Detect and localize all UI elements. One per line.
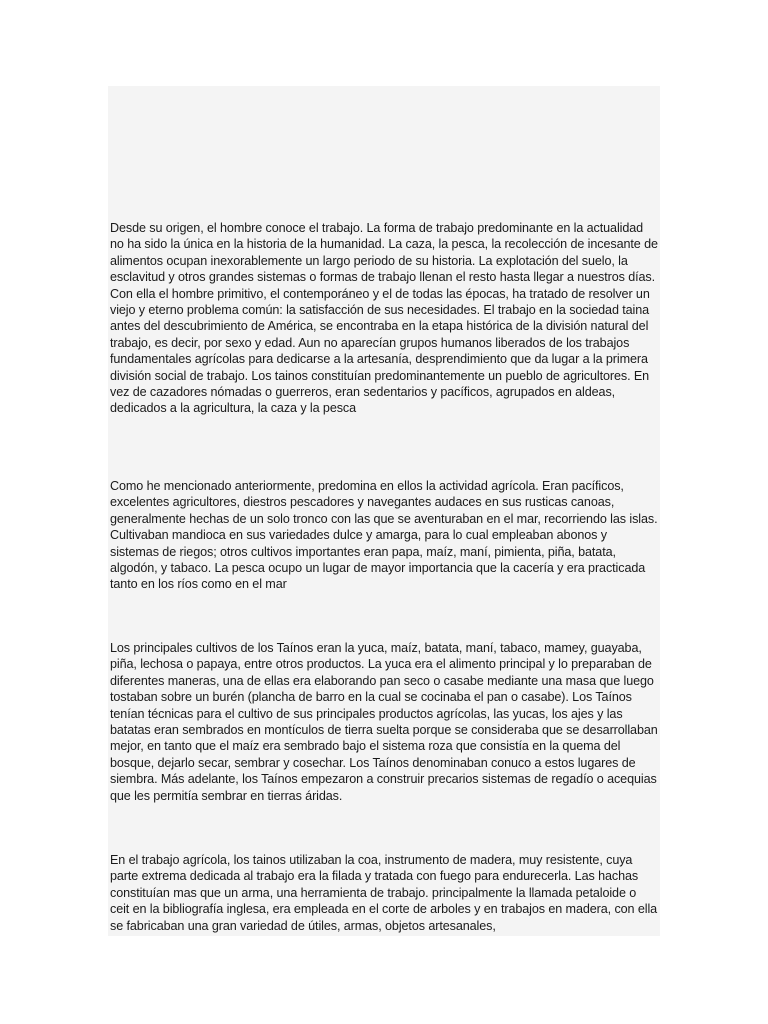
document-page: [108, 86, 660, 936]
paragraph-agricultural-activity: Como he mencionado anteriormente, predomina en ellos la actividad agrícola. Eran pacíficos, excelentes agricultores, diestros pescadores y navegantes audaces en sus rusticas canoas, generalmente hechas de un solo tronco con las que se aventuraban en el mar, recorriendo las islas. Cultivaban mandioca en sus variedades dulce y amarga, para lo cual empleaban abonos y sistemas de riegos; otros cultivos importantes eran papa, maíz, maní, pimienta, piña, batata, algodón, y tabaco. La pesca ocupo un lugar de mayor importancia que la cacería y era practicada tanto en los ríos como en el mar: [110, 479, 658, 592]
paragraph-origin-of-work: Desde su origen, el hombre conoce el trabajo. La forma de trabajo predominante en la actualidad no ha sido la única en la historia de la humanidad. La caza, la pesca, la recolección de incesante de alimentos ocupan inexorablemente un largo periodo de su historia. La explotación del suelo, la esclavitud y otros grandes sistemas o formas de trabajo llenan el resto hasta llegar a nuestros días. Con ella el hombre primitivo, el contemporáneo y el de todas las épocas, ha tratado de resolver un viejo y eterno problema común: la satisfacción de sus necesidades. El trabajo en la sociedad taina antes del descubrimiento de América, se encontraba en la etapa histórica de la división natural del trabajo, es decir, por sexo y edad. Aun no aparecían grupos humanos liberados de los trabajos fundamentales agrícolas para dedicarse a la artesanía, desprendimiento que da lugar a la primera división social de trabajo. Los tainos constituían predominantemente un pueblo de agricultores. En vez de cazadores nómadas o guerreros, eran sedentarios y pacíficos, agrupados en aldeas, dedicados a la agricultura, la caza y la pesca: [110, 221, 658, 416]
paragraph-tools: En el trabajo agrícola, los tainos utilizaban la coa, instrumento de madera, muy resistente, cuya parte extrema dedicada al trabajo era la filada y tratada con fuego para endurecerla. Las hachas constituían mas que un arma, una herramienta de trabajo. principalmente la llamada petaloide o ceit en la bibliografía inglesa, era empleada en el corte de arboles y en trabajos en madera, con ella se fabricaban una gran variedad de útiles, armas, objetos artesanales,: [110, 853, 658, 933]
paragraph-main-crops: Los principales cultivos de los Taínos eran la yuca, maíz, batata, maní, tabaco, mamey, guayaba, piña, lechosa o papaya, entre otros productos. La yuca era el alimento principal y lo preparaban de diferentes maneras, una de ellas era elaborando pan seco o casabe mediante una masa que luego tostaban sobre un burén (plancha de barro en la cual se cocinaba el pan o casabe). Los Taínos tenían técnicas para el cultivo de sus principales productos agrícolas, las yucas, los ajes y las batatas eran sembrados en montículos de tierra suelta porque se consideraba que se desarrollaban mejor, en tanto que el maíz era sembrado bajo el sistema roza que consistía en la quema del bosque, dejarlo secar, sembrar y cosechar. Los Taínos denominaban conuco a estos lugares de siembra. Más adelante, los Taínos empezaron a construir precarios sistemas de regadío o acequias que les permitía sembrar en tierras áridas.: [110, 641, 658, 803]
